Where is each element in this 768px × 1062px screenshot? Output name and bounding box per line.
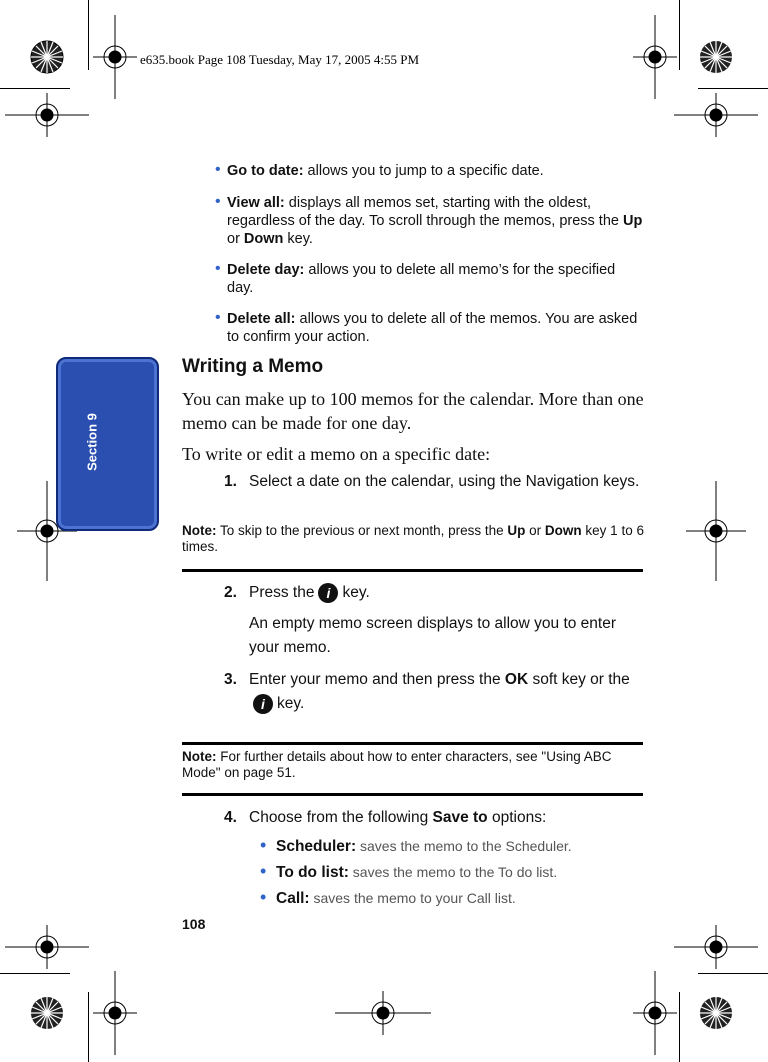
step-text: Enter your memo and then press the: [249, 671, 505, 688]
note-skip-month: [182, 523, 644, 555]
note-text: For further details about how to enter characters, see "Using ABC Mode" on page 51.: [182, 749, 612, 780]
save-option-call: [260, 888, 640, 909]
bullet-view-all: [215, 194, 645, 248]
bullet-delete-all: [215, 310, 645, 346]
step-text: soft key or the: [528, 671, 630, 688]
instruction-paragraph: To write or edit a memo on a specific date:: [182, 444, 491, 464]
bullet-text: allows you to delete all memo’s for the specified day.: [227, 262, 616, 296]
note-text: or: [525, 523, 545, 538]
bullet-text: allows you to jump to a specific date.: [303, 163, 544, 179]
option-text: saves the memo to the To do list.: [348, 864, 558, 880]
bullet-icon: •: [260, 835, 267, 855]
bullet-term: Go to date:: [227, 163, 304, 179]
step-text: Press the: [249, 584, 315, 601]
key-up: Up: [623, 213, 643, 229]
bullet-delete-day: [215, 261, 645, 297]
option-term: Call:: [276, 890, 310, 907]
note-text: To skip to the previous or next month, press the: [216, 523, 508, 538]
bullet-icon: •: [215, 161, 221, 178]
step-text: key.: [277, 695, 305, 712]
step-text: options:: [487, 809, 547, 826]
bullet-term: Delete day:: [227, 262, 305, 278]
bullet-icon: •: [215, 309, 221, 326]
bullet-icon: •: [260, 887, 267, 907]
bullet-term: View all:: [227, 195, 285, 211]
option-text: saves the memo to your Call list.: [309, 890, 516, 906]
save-to-label: Save to: [432, 809, 488, 826]
save-option-scheduler: [260, 836, 640, 857]
bullet-icon: •: [215, 193, 221, 210]
key-down: Down: [544, 523, 582, 538]
bullet-text: or: [227, 231, 244, 247]
option-term: Scheduler:: [276, 838, 357, 855]
print-header: e635.book Page 108 Tuesday, May 17, 2005 4:55 PM: [140, 52, 420, 67]
step-detail-text: An empty memo screen displays to allow you to enter your memo.: [249, 615, 617, 656]
ok-softkey: OK: [504, 671, 529, 688]
note-text: key 1 to 6 times.: [182, 523, 644, 554]
note-abc-mode: [182, 749, 644, 781]
bullet-text: key.: [283, 231, 313, 247]
step-text: Choose from the following: [249, 809, 433, 826]
section-tab-label: Section 9: [84, 413, 100, 471]
step-number: 1.: [224, 473, 237, 490]
ok-key-icon: i: [318, 583, 338, 603]
key-down: Down: [243, 231, 284, 247]
bullet-text: displays all memos set, starting with the oldest, regardless of the day. To scroll through the memos, press the: [227, 195, 623, 229]
option-term: To do list:: [276, 864, 349, 881]
bullet-icon: •: [260, 861, 267, 881]
bullet-text: allows you to delete all of the memos. You are asked to confirm your action.: [227, 311, 638, 345]
section-heading: Writing a Memo: [182, 356, 324, 377]
key-up: Up: [507, 523, 526, 538]
step-number: 2.: [224, 584, 237, 601]
ok-key-icon: i: [253, 694, 273, 714]
note-rule: [182, 569, 643, 572]
note-label: Note:: [182, 749, 217, 764]
bullet-icon: •: [215, 260, 221, 277]
note-label: Note:: [182, 523, 217, 538]
bullet-go-to-date: [215, 162, 645, 180]
step-text: key.: [342, 584, 370, 601]
save-option-todo: [260, 862, 640, 883]
note-rule: [182, 793, 643, 796]
page-number: 108: [182, 916, 206, 932]
step-number: 3.: [224, 671, 237, 688]
step-text: Select a date on the calendar, using the Navigation keys.: [249, 473, 640, 490]
option-text: saves the memo to the Scheduler.: [356, 838, 572, 854]
section-tab: [56, 357, 159, 531]
intro-paragraph: You can make up to 100 memos for the calendar. More than one memo can be made for one day.: [182, 389, 644, 433]
step-number: 4.: [224, 809, 237, 826]
bullet-term: Delete all:: [227, 311, 296, 327]
note-rule: [182, 742, 643, 745]
